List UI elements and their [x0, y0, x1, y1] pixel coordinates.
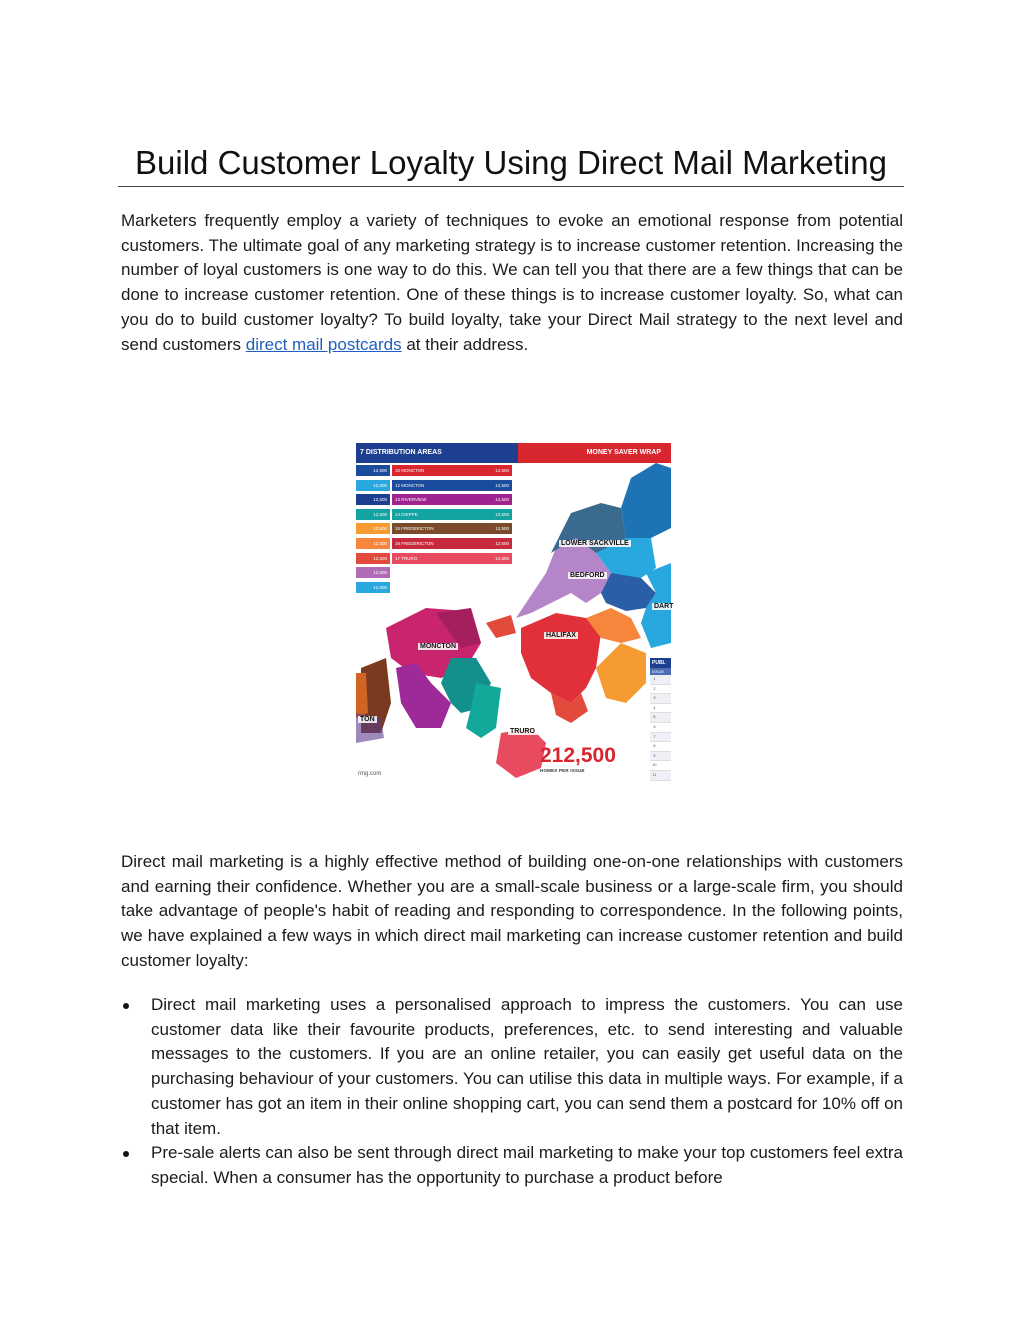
- figure-header: [356, 443, 671, 463]
- legend-area-bar: [392, 465, 512, 476]
- pub-table-row: [650, 752, 671, 762]
- pub-row-number: 3: [653, 696, 656, 701]
- pub-table-rows: [650, 675, 671, 781]
- pub-table-row: [650, 733, 671, 743]
- legend-count: 12,500: [356, 523, 390, 534]
- legend-row: [356, 582, 514, 595]
- legend-count: 12,500: [356, 494, 390, 505]
- bullet-text: Pre-sale alerts can also be sent through direct mail marketing to make your top customers feel extra special. When a consumer has the opportunity to purchase a product before: [151, 1143, 903, 1187]
- legend-area-qty: 12,500: [495, 511, 509, 517]
- ton-label: TON: [360, 716, 375, 723]
- legend-row: [356, 553, 514, 566]
- legend-area-qty: 12,500: [495, 497, 509, 503]
- direct-mail-postcards-link[interactable]: direct mail postcards: [245, 334, 402, 354]
- intro-text-end: at their address.: [401, 334, 529, 354]
- legend-area-name: 10 MONCTON: [395, 468, 425, 473]
- bullet-list: [121, 993, 903, 1190]
- pub-row-number: 11: [652, 772, 657, 777]
- pub-row-number: 6: [653, 724, 656, 729]
- legend-area-name: 13 RIVERVIEW: [395, 497, 427, 503]
- legend-count: 12,500: [356, 553, 390, 564]
- intro-text: Marketers frequently employ a variety of techniques to evoke an emotional response from potential customers. The ultimate goal of any marketing strategy is to increase customer retention. Increasing the number of loyal customers is one way to do this. We can tell you that there are a few things that can be done to increase customer retention. One of these things is to increase customer loyalty. So, what can you do to build customer loyalty? To build loyalty, take your Direct Mail strategy to the next level and send customers: [121, 211, 903, 354]
- bullet-icon: [123, 1003, 129, 1009]
- homes-caption: HOMES PER ISSUE: [540, 768, 585, 773]
- bullet-icon: [123, 1151, 129, 1157]
- bullet-text: Direct mail marketing uses a personalised approach to impress the customers. You can use customer data like their favourite products, preferences, etc. to send interesting and valuable messages to the customers. If you are an online retailer, you can easily get useful data on the purchasing behaviour of your customers. You can utilise this data in multiple ways. For example, if a customer has got an item in their online shopping cart, you can send them a postcard for 10% off on that item.: [151, 995, 903, 1138]
- pub-row-number: 7: [653, 734, 656, 739]
- legend-area-qty: 12,500: [495, 526, 509, 532]
- legend-area-name: 14 DIEPPE: [395, 511, 418, 517]
- legend-area-qty: 12,500: [495, 468, 509, 473]
- pub-table-row: [650, 761, 671, 771]
- legend-count: 12,500: [356, 480, 390, 491]
- moncton-label: MONCTON: [420, 643, 457, 650]
- homes-total: 212,500: [540, 744, 616, 767]
- legend-count: 12,500: [356, 582, 390, 593]
- legend-area-name: 15 FREDERICTON: [395, 526, 434, 532]
- legend-area-name: 17 TRURO: [395, 555, 418, 561]
- legend-area-bar: [392, 480, 512, 491]
- pub-table-row: [650, 704, 671, 714]
- legend-count: 12,500: [356, 538, 390, 549]
- distribution-areas-heading: 7 DISTRIBUTION AREAS: [356, 443, 518, 463]
- legend-area-qty: 12,500: [495, 540, 509, 546]
- bedford-label: BEDFORD: [570, 572, 605, 579]
- pub-row-number: 2: [653, 686, 656, 691]
- legend-row: [356, 494, 514, 507]
- legend-row: [356, 480, 514, 493]
- intro-paragraph: [121, 209, 903, 357]
- pub-table-row: [650, 771, 671, 781]
- pub-table-row: [650, 675, 671, 685]
- legend-area-bar: [392, 538, 512, 549]
- pub-row-number: 1: [653, 677, 656, 681]
- bullet-item: [121, 1141, 903, 1190]
- body-paragraph: Direct mail marketing is a highly effective method of building one-on-one relationships with customers and earning their confidence. Whether you are a small-scale business or a large-scale firm, you should take advantage of people's habit of reading and responding to correspondence. In the following points, we have explained a few ways in which direct mail marketing can increase customer retention and build customer loyalty:: [121, 852, 903, 970]
- legend-count: 12,500: [356, 509, 390, 520]
- legend-row: [356, 523, 514, 536]
- pub-row-number: 5: [653, 715, 656, 720]
- pub-row-number: 9: [653, 753, 656, 758]
- pub-row-number: 8: [653, 744, 656, 749]
- pub-table-row: [650, 713, 671, 723]
- pub-table-row: [650, 694, 671, 704]
- legend-area-bar: [392, 553, 512, 564]
- legend-row: [356, 538, 514, 551]
- site-credit: rmg.com: [358, 771, 382, 777]
- pub-row-number: 4: [653, 705, 656, 710]
- legend-area-name: 12 MONCTON: [395, 482, 425, 488]
- publication-schedule-table: [650, 658, 671, 781]
- legend-area-qty: 12,500: [495, 555, 509, 561]
- page-title: Build Customer Loyalty Using Direct Mail Marketing: [118, 141, 904, 187]
- legend-area-bar: [392, 509, 512, 520]
- legend-area-bar: [392, 523, 512, 534]
- halifax-label: HALIFAX: [546, 632, 576, 639]
- legend-area-qty: 12,500: [495, 482, 509, 488]
- legend-row: [356, 465, 514, 478]
- bullet-item: [121, 993, 903, 1141]
- truro-label: TRURO: [510, 728, 535, 735]
- legend-area-bar: [392, 494, 512, 505]
- legend-area-name: 16 FREDERICTON: [395, 540, 434, 546]
- legend-row: [356, 567, 514, 580]
- pub-table-row: [650, 723, 671, 733]
- pub-table-header: PUBL: [650, 658, 671, 668]
- pub-table-subheader: ISSUE: [650, 668, 671, 675]
- pub-table-row: [650, 742, 671, 752]
- pub-table-row: [650, 685, 671, 695]
- dart-label: DART: [654, 603, 674, 610]
- pub-row-number: 10: [652, 763, 657, 768]
- legend-row: [356, 509, 514, 522]
- lower-sackville-label: LOWER SACKVILLE: [561, 540, 629, 547]
- legend-count: 12,500: [356, 465, 390, 476]
- legend-count: 12,500: [356, 567, 390, 578]
- distribution-map-image: [356, 443, 674, 783]
- money-saver-wrap-heading: MONEY SAVER WRAP: [518, 443, 671, 463]
- distribution-legend: [356, 465, 514, 596]
